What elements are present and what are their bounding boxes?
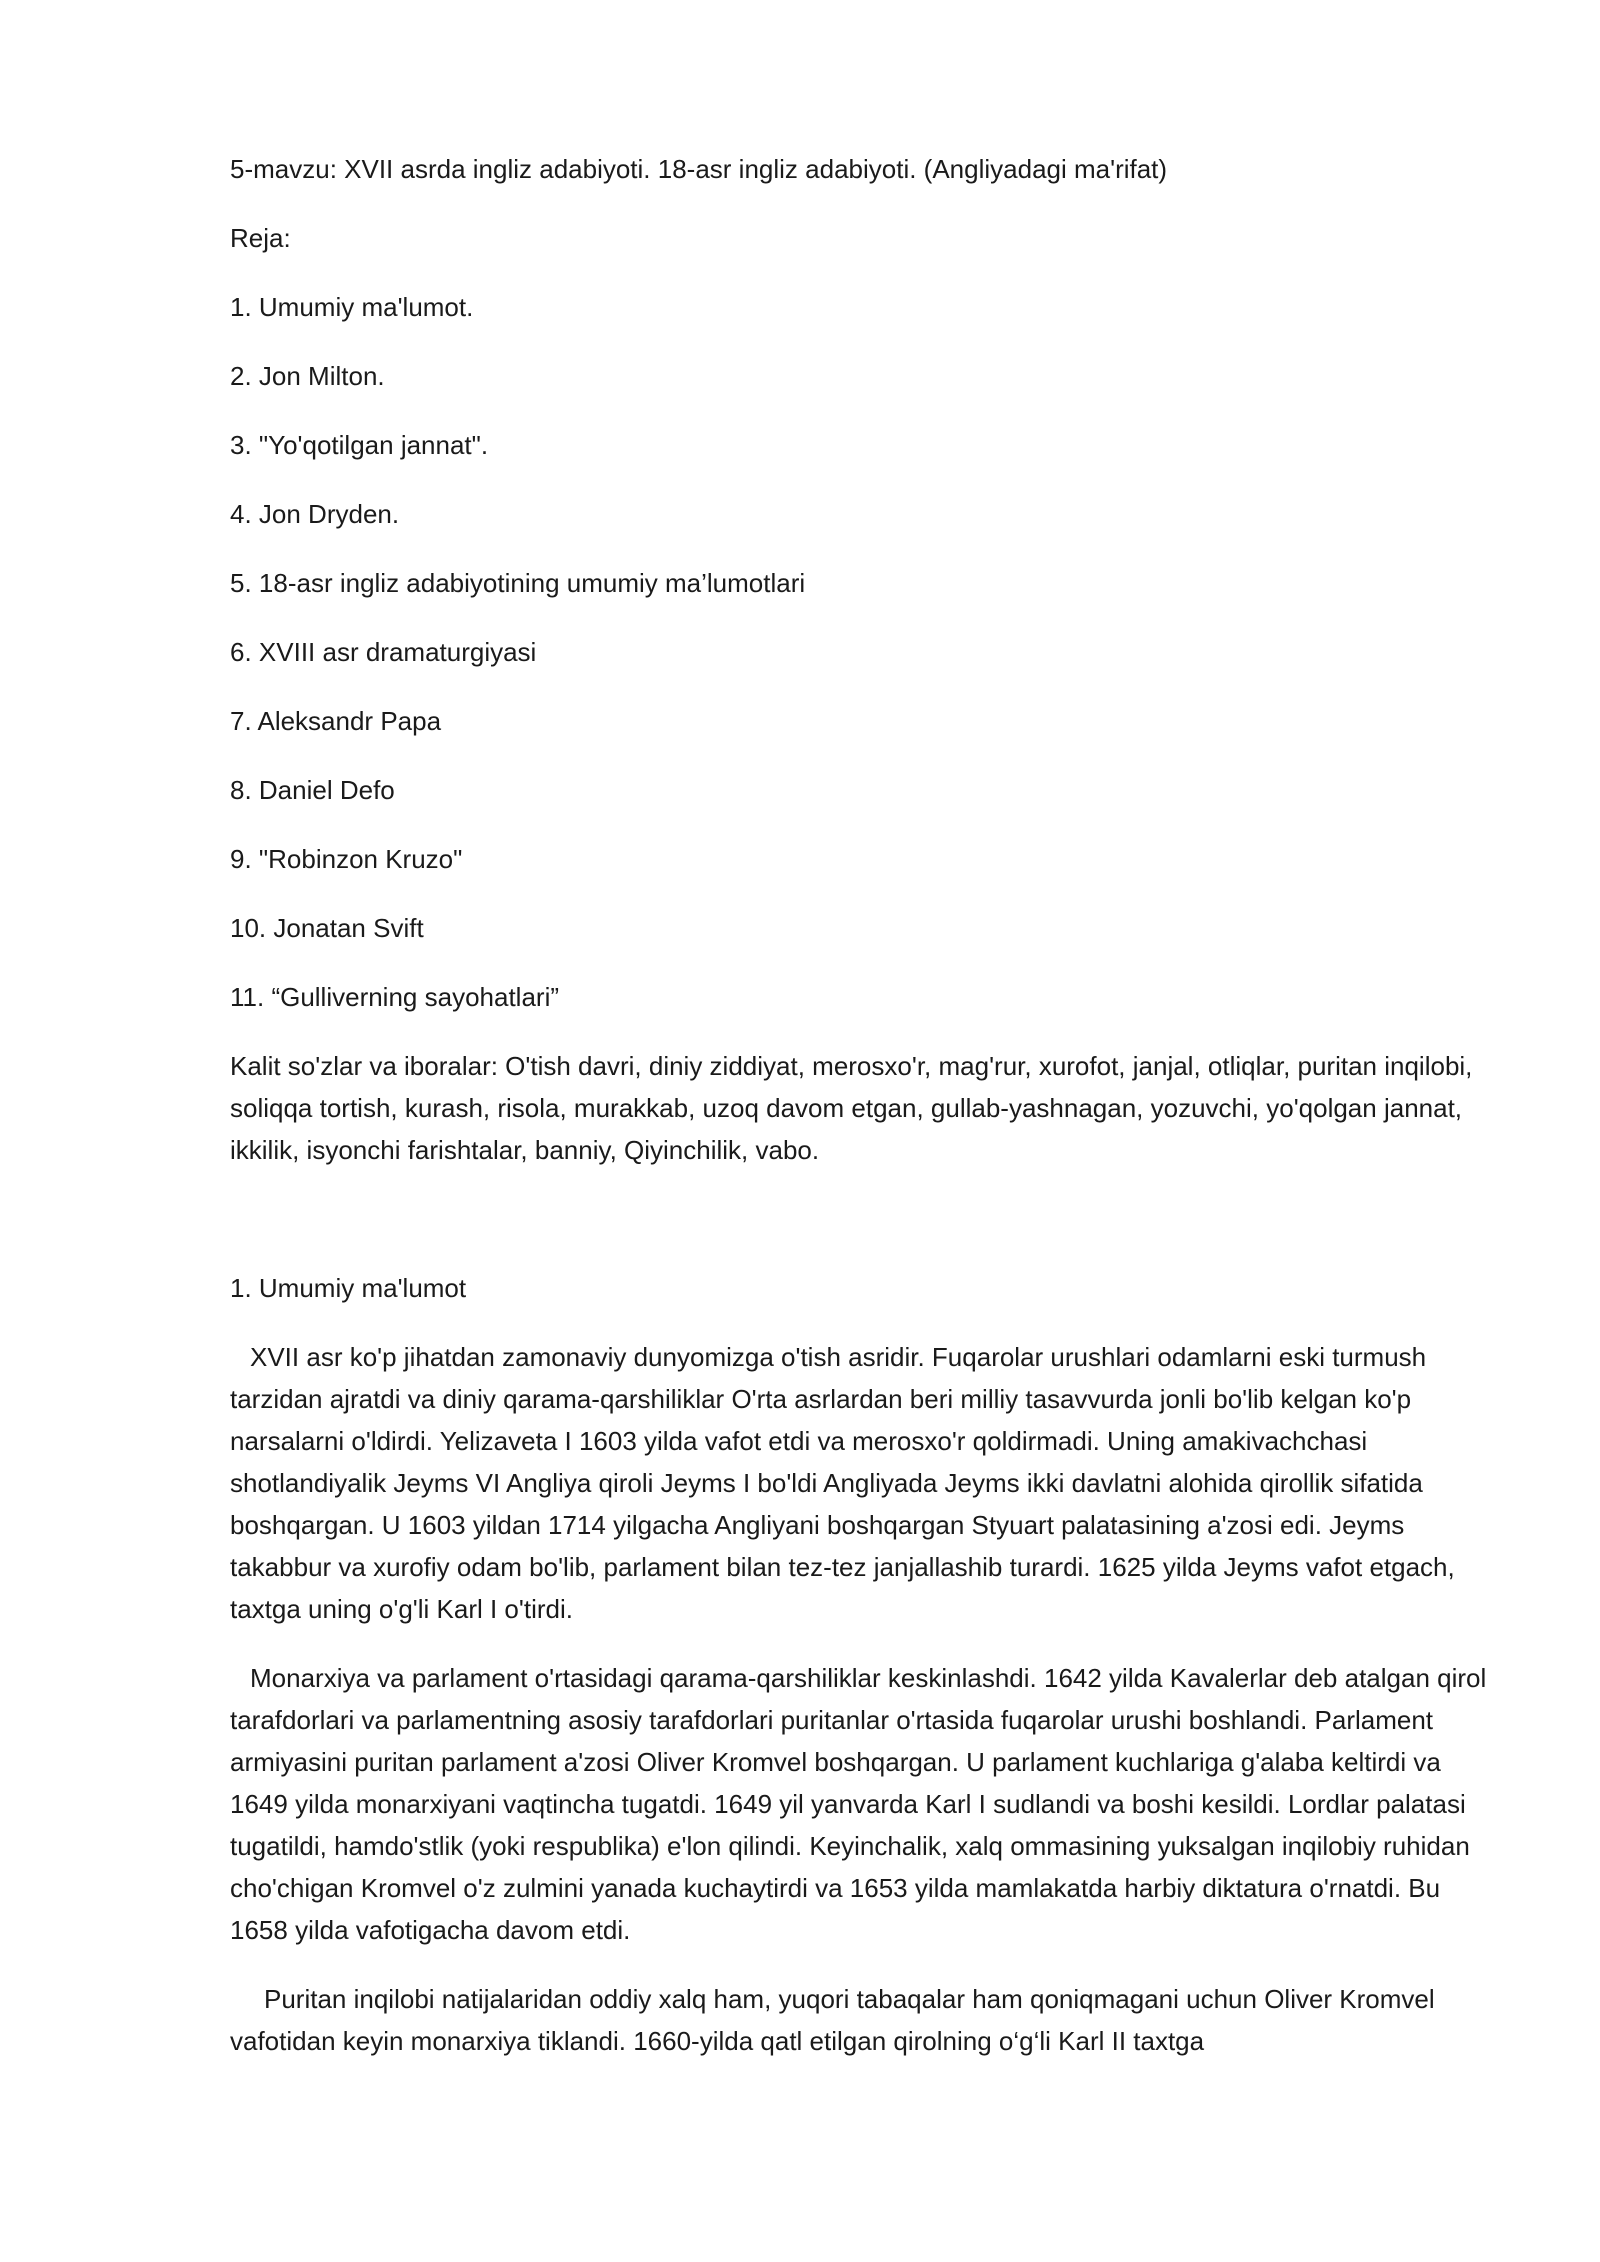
plan-item: 4. Jon Dryden. (230, 499, 400, 529)
document-title: 5-mavzu: XVII asrda ingliz adabiyoti. 18-asr ingliz adabiyoti. (Angliyadagi ma'rifat) (230, 154, 1168, 184)
document-page (230, 148, 1490, 2089)
section-heading: 1. Umumiy ma'lumot (230, 1273, 467, 1303)
keywords-paragraph: Kalit so'zlar va iboralar: O'tish davri, diniy ziddiyat, merosxo'r, mag'rur, xurofot, janjal, otliqlar, puritan inqilobi, soliqqa tortish, kurash, risola, murakkab, uzoq davom etgan, gullab-yashnagan, yozuvchi, yo'qolgan jannat, ikkilik, isyonchi farishtalar, banniy, Qiyinchilik, vabo. (230, 1051, 1473, 1165)
plan-item: 3. "Yo'qotilgan jannat". (230, 430, 489, 460)
plan-item: 11. “Gulliverning sayohatlari” (230, 982, 559, 1012)
body-paragraph: Puritan inqilobi natijalaridan oddiy xalq ham, yuqori tabaqalar ham qoniqmagani uchun Oliver Kromvel vafotidan keyin monarxiya tiklandi. 1660-yilda qatl etilgan qirolning o‘g‘li Karl II taxtga (230, 1984, 1435, 2056)
plan-item: 7. Aleksandr Papa (230, 706, 442, 736)
body-paragraph: Monarxiya va parlament o'rtasidagi qarama-qarshiliklar keskinlashdi. 1642 yilda Kavalerlar deb atalgan qirol tarafdorlari va parlamentning asosiy tarafdorlari puritanlar o'rtasida fuqarolar urushi boshlandi. Parlament armiyasini puritan parlament a'zosi Oliver Kromvel boshqargan. U parlament kuchlariga g'alaba keltirdi va 1649 yilda monarxiyani vaqtincha tugatdi. 1649 yil yanvarda Karl I sudlandi va boshi kesildi. Lordlar palatasi tugatildi, hamdo'stlik (yoki respublika) e'lon qilindi. Keyinchalik, xalq ommasining yuksalgan inqilobiy ruhidan cho'chigan Kromvel o'z zulmini yanada kuchaytirdi va 1653 yilda mamlakatda harbiy diktatura o'rnatdi. Bu 1658 yilda vafotigacha davom etdi. (230, 1663, 1487, 1945)
body-paragraph: XVII asr ko'p jihatdan zamonaviy dunyomizga o'tish asridir. Fuqarolar urushlari odamlarni eski turmush tarzidan ajratdi va diniy qarama-qarshiliklar O'rta asrlardan beri milliy tasavvurda jonli bo'lib kelgan ko'p narsalarni o'ldirdi. Yelizaveta I 1603 yilda vafot etdi va merosxo'r qoldirmadi. Uning amakivachchasi shotlandiyalik Jeyms VI Angliya qiroli Jeyms I bo'ldi Angliyada Jeyms ikki davlatni alohida qirollik sifatida boshqargan. U 1603 yildan 1714 yilgacha Angliyani boshqargan Styuart palatasining a'zosi edi. Jeyms takabbur va xurofiy odam bo'lib, parlament bilan tez-tez janjallashib turardi. 1625 yilda Jeyms vafot etgach, taxtga uning o'g'li Karl I o'tirdi. (230, 1342, 1455, 1624)
plan-item: 5. 18-asr ingliz adabiyotining umumiy ma’lumotlari (230, 568, 806, 598)
plan-item: 8. Daniel Defo (230, 775, 395, 805)
plan-item: 2. Jon Milton. (230, 361, 385, 391)
plan-item: 10. Jonatan Svift (230, 913, 424, 943)
plan-list (230, 286, 1490, 1018)
plan-label: Reja: (230, 223, 291, 253)
blank-space (230, 1198, 1490, 1267)
plan-item: 1. Umumiy ma'lumot. (230, 292, 474, 322)
plan-item: 9. "Robinzon Kruzo" (230, 844, 463, 874)
plan-item: 6. XVIII asr dramaturgiyasi (230, 637, 537, 667)
